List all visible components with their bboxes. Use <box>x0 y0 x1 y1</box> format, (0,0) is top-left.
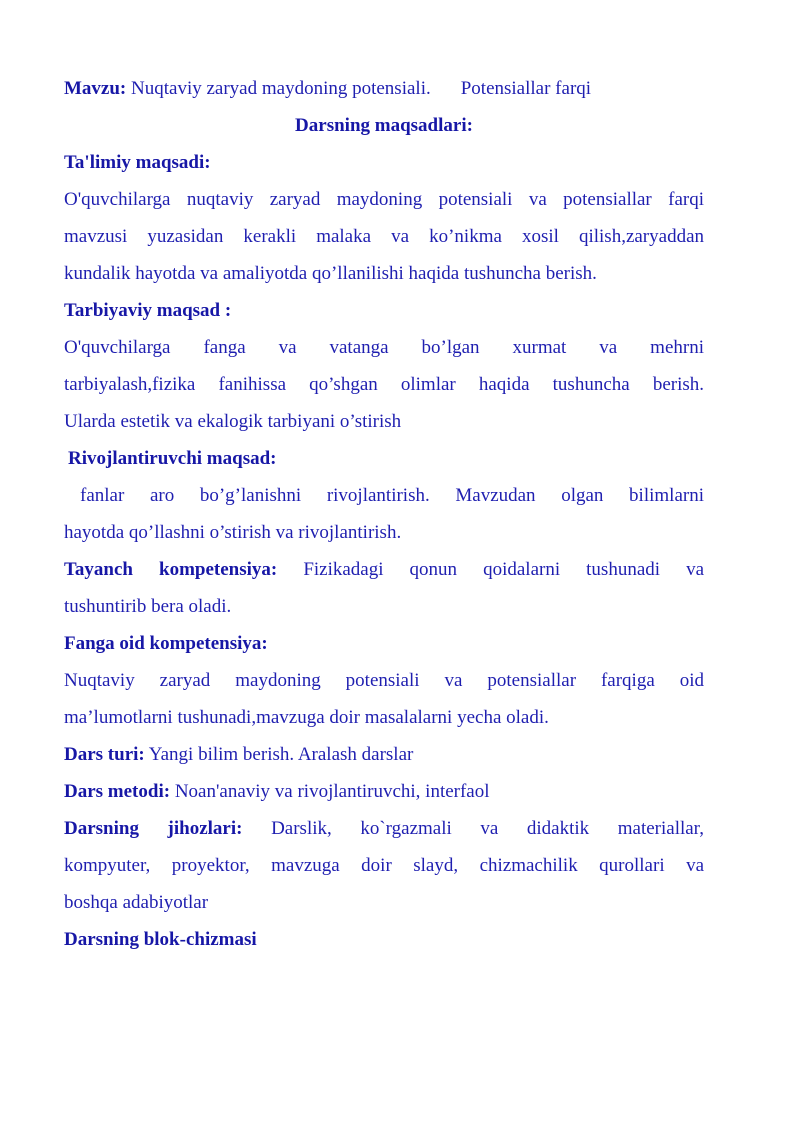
topic-text: Nuqtaviy zaryad maydoning potensiali. <box>131 78 431 99</box>
lesson-type-line <box>64 736 704 773</box>
developmental-goal-label: Rivojlantiruvchi maqsad: <box>68 448 277 469</box>
developmental-goal-line-1: fanlar aro bo’g’lanishni rivojlantirish. Mavzudan olgan bilimlarni <box>80 485 704 506</box>
developmental-goal-line-2: hayotda qo’llashni o’stirish va rivojlantirish. <box>64 522 402 543</box>
subject-competence-line-2: ma’lumotlarni tushunadi,mavzuga doir masalalarni yecha oladi. <box>64 707 549 728</box>
document-page <box>64 70 704 958</box>
upbringing-goal-label: Tarbiyaviy maqsad : <box>64 300 232 321</box>
lesson-method-text: Noan'anaviy va rivojlantiruvchi, interfaol <box>174 781 490 802</box>
equipment-line <box>64 810 704 847</box>
block-scheme-heading: Darsning blok-chizmasi <box>64 929 257 950</box>
lesson-method-label: Dars metodi: <box>64 781 171 802</box>
core-competence-text: Fizikadagi qonun qoidalarni tushunadi va <box>303 559 705 580</box>
core-competence-label: Tayanch kompetensiya: <box>64 559 278 580</box>
topic-line <box>64 70 704 107</box>
goals-heading: Darsning maqsadlari: <box>295 115 473 136</box>
lesson-type-label: Dars turi: <box>64 744 145 765</box>
upbringing-goal-line-3: Ularda estetik va ekalogik tarbiyani o’stirish <box>64 411 402 432</box>
equipment-line-3: boshqa adabiyotlar <box>64 892 209 913</box>
upbringing-goal-line-1: O'quvchilarga fanga va vatanga bo’lgan xurmat va mehrni <box>64 337 704 358</box>
subject-competence-line-1: Nuqtaviy zaryad maydoning potensiali va potensiallar farqiga oid <box>64 670 704 691</box>
educational-goal-line-3: kundalik hayotda va amaliyotda qo’llanilishi haqida tushuncha berish. <box>64 263 597 284</box>
equipment-text: Darslik, ko`rgazmali va didaktik materiallar, <box>271 818 704 839</box>
topic-text-2: Potensiallar farqi <box>460 78 592 99</box>
educational-goal-label: Ta'limiy maqsadi: <box>64 152 211 173</box>
upbringing-goal-line-2: tarbiyalash,fizika fanihissa qo’shgan olimlar haqida tushuncha berish. <box>64 374 704 395</box>
educational-goal-line-2: mavzusi yuzasidan kerakli malaka va ko’nikma xosil qilish,zaryaddan <box>64 226 704 247</box>
core-competence-line-2: tushuntirib bera oladi. <box>64 596 232 617</box>
educational-goal-line-1: O'quvchilarga nuqtaviy zaryad maydoning potensiali va potensiallar farqi <box>64 189 704 210</box>
subject-competence-label: Fanga oid kompetensiya: <box>64 633 268 654</box>
lesson-method-line <box>64 773 704 810</box>
equipment-label: Darsning jihozlari: <box>64 818 243 839</box>
topic-label: Mavzu: <box>64 78 127 99</box>
equipment-line-2: kompyuter, proyektor, mavzuga doir slayd, chizmachilik qurollari va <box>64 855 704 876</box>
lesson-type-text: Yangi bilim berish. Aralash darslar <box>148 744 414 765</box>
core-competence-line <box>64 551 704 588</box>
